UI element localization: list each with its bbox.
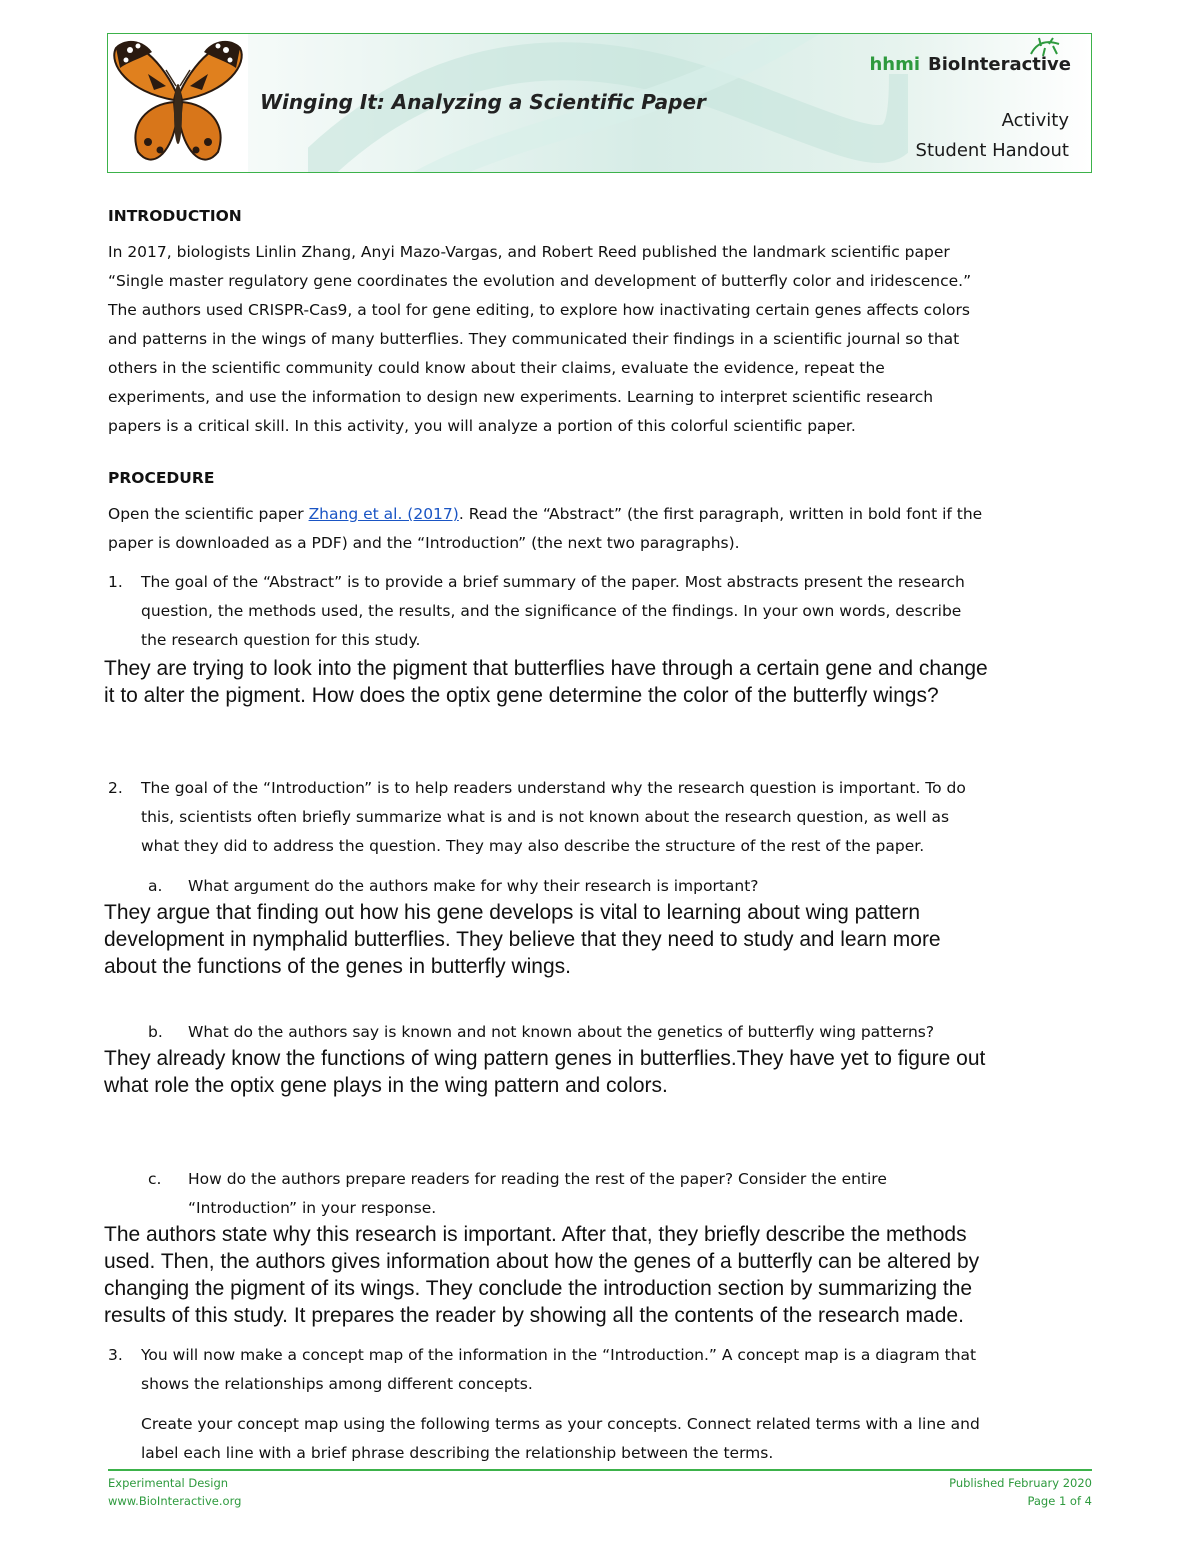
answer-line[interactable]: used. Then, the authors gives information about how the genes of a butterfly can be altered by (104, 1250, 980, 1273)
answer-line[interactable]: changing the pigment of its wings. They conclude the introduction section by summarizing the (104, 1277, 973, 1300)
answer-line[interactable]: development in nymphalid butterflies. They believe that they need to study and learn more (104, 928, 941, 951)
zhang-paper-link[interactable]: Zhang et al. (2017) (308, 505, 459, 523)
question-line: question, the methods used, the results, and the significance of the findings. In your own words, describe (141, 602, 962, 620)
footer-published: Published February 2020 (949, 1476, 1092, 1490)
header-banner (107, 33, 1092, 173)
answer-line[interactable]: about the functions of the genes in butterfly wings. (104, 955, 571, 978)
introduction-heading: INTRODUCTION (108, 207, 242, 225)
subquestion-letter: a. (148, 877, 163, 895)
answer-line[interactable]: The authors state why this research is important. After that, they briefly describe the methods (104, 1223, 967, 1246)
subquestion-text: “Introduction” in your response. (188, 1199, 437, 1217)
footer-course: Experimental Design (108, 1476, 229, 1490)
subquestion-text: What argument do the authors make for why their research is important? (188, 877, 759, 895)
procedure-line: Open the scientific paper Zhang et al. (2017). Read the “Abstract” (the first paragraph, written in bold font if the (108, 505, 983, 523)
subquestion-letter: b. (148, 1023, 163, 1041)
intro-line: “Single master regulatory gene coordinates the evolution and development of butterfly color and iridescence.” (108, 272, 972, 290)
intro-line: experiments, and use the information to design new experiments. Learning to interpret scientific research (108, 388, 934, 406)
intro-line: and patterns in the wings of many butterflies. They communicated their findings in a scientific journal so that (108, 330, 960, 348)
intro-line: The authors used CRISPR-Cas9, a tool for gene editing, to explore how inactivating certain genes affects colors (108, 301, 970, 319)
question-line: this, scientists often briefly summarize what is and is not known about the research question, as well as (141, 808, 950, 826)
question-line: label each line with a brief phrase describing the relationship between the terms. (141, 1444, 774, 1462)
lizard-icon (1029, 36, 1063, 60)
procedure-line: paper is downloaded as a PDF) and the “Introduction” (the next two paragraphs). (108, 534, 740, 552)
logo-hhmi: hhmi (869, 54, 920, 75)
question-line: The goal of the “Introduction” is to help readers understand why the research question is important. To do (141, 779, 966, 797)
subquestion-text: What do the authors say is known and not known about the genetics of butterfly wing patterns? (188, 1023, 935, 1041)
question-line: what they did to address the question. They may also describe the structure of the rest of the paper. (141, 837, 925, 855)
subquestion-text: How do the authors prepare readers for reading the rest of the paper? Consider the entire (188, 1170, 887, 1188)
question-line: The goal of the “Abstract” is to provide a brief summary of the paper. Most abstracts present the research (141, 573, 965, 591)
question-line: You will now make a concept map of the information in the “Introduction.” A concept map is a diagram that (141, 1346, 977, 1364)
subquestion-letter: c. (148, 1170, 162, 1188)
intro-line: others in the scientific community could know about their claims, evaluate the evidence, repeat the (108, 359, 885, 377)
question-line: shows the relationships among different concepts. (141, 1375, 533, 1393)
intro-line: papers is a critical skill. In this activity, you will analyze a portion of this colorful scientific paper. (108, 417, 856, 435)
question-line: Create your concept map using the following terms as your concepts. Connect related terms with a line and (141, 1415, 980, 1433)
procedure-heading: PROCEDURE (108, 469, 215, 487)
answer-line[interactable]: They argue that finding out how his gene develops is vital to learning about wing pattern (104, 901, 921, 924)
student-handout-label: Student Handout (915, 140, 1069, 161)
logo-brand: BioInteractive (928, 54, 1071, 75)
answer-line[interactable]: what role the optix gene plays in the wing pattern and colors. (104, 1074, 668, 1097)
butterfly-image (108, 34, 248, 172)
question-number: 2. (108, 779, 123, 797)
footer-divider (108, 1469, 1092, 1471)
question-line: the research question for this study. (141, 631, 421, 649)
answer-line[interactable]: results of this study. It prepares the reader by showing all the contents of the research made. (104, 1304, 964, 1327)
page-title: Winging It: Analyzing a Scientific Paper (260, 90, 706, 114)
footer-page-number: Page 1 of 4 (1027, 1494, 1092, 1508)
intro-line: In 2017, biologists Linlin Zhang, Anyi Mazo-Vargas, and Robert Reed published the landmark scientific paper (108, 243, 950, 261)
answer-line[interactable]: it to alter the pigment. How does the optix gene determine the color of the butterfly wings? (104, 684, 939, 707)
answer-line[interactable]: They already know the functions of wing pattern genes in butterflies.They have yet to figure out (104, 1047, 986, 1070)
activity-label: Activity (1001, 110, 1069, 131)
question-number: 3. (108, 1346, 123, 1364)
footer-website[interactable]: www.BioInteractive.org (108, 1494, 242, 1508)
question-number: 1. (108, 573, 123, 591)
answer-line[interactable]: They are trying to look into the pigment that butterflies have through a certain gene and change (104, 657, 988, 680)
